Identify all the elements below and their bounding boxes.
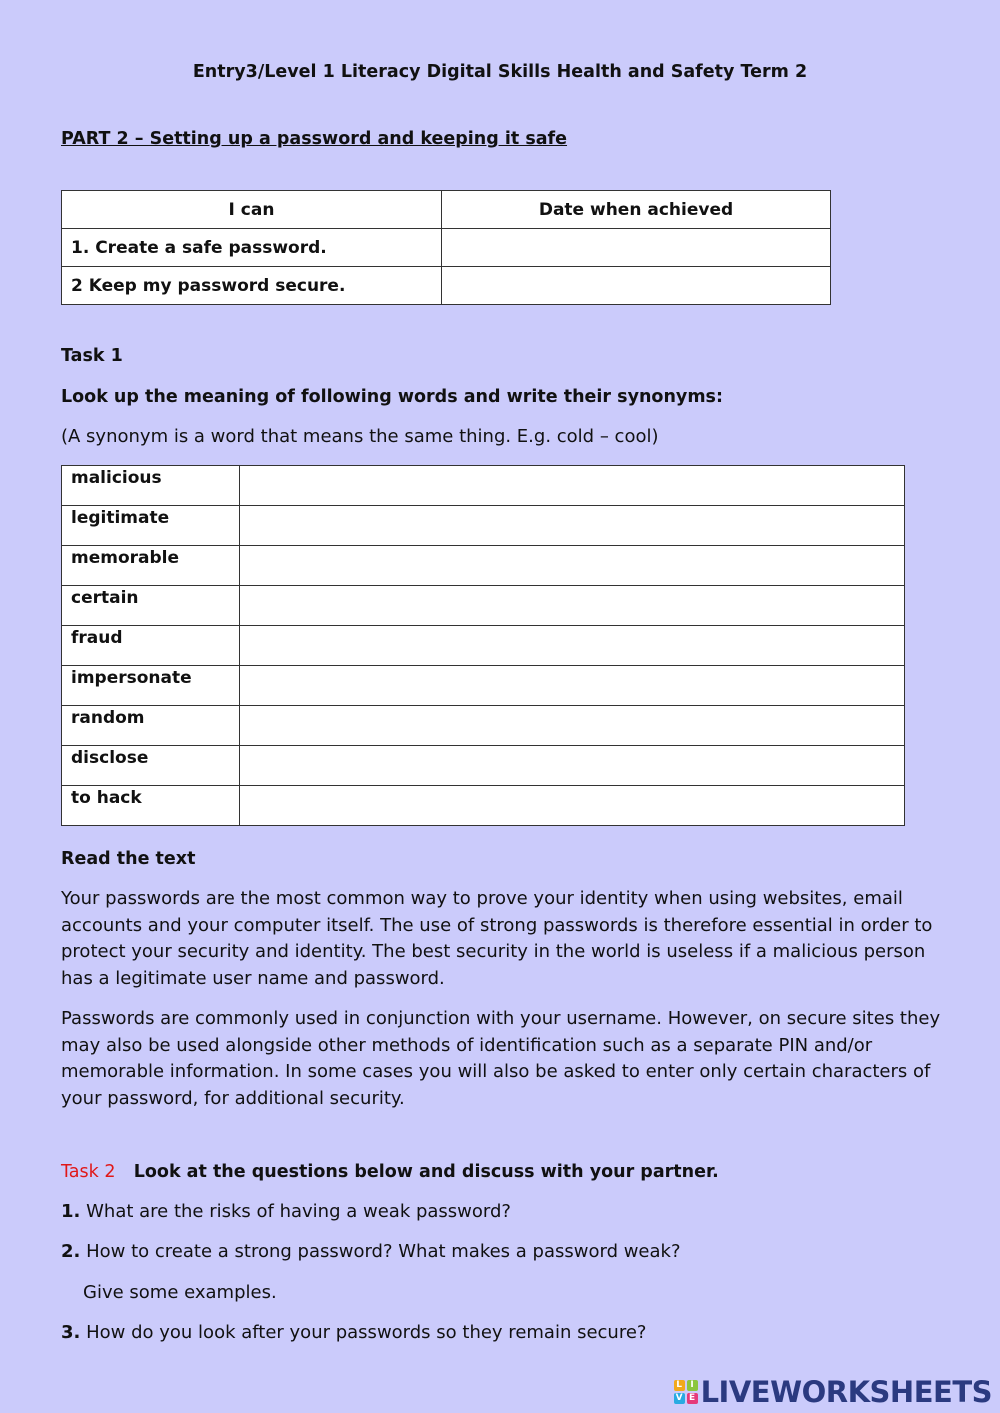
question-item [61, 1320, 646, 1347]
synonym-answer-field[interactable] [240, 506, 905, 546]
task1-instruction: Look up the meaning of following words and write their synonyms: [61, 387, 723, 407]
question-text: What are the risks of having a weak password? [86, 1201, 511, 1222]
synonym-answer-field[interactable] [240, 786, 905, 826]
task2-instruction: Look at the questions below and discuss with your partner. [133, 1162, 719, 1182]
word-cell: certain [62, 586, 240, 626]
table-row [62, 786, 905, 826]
brand-name: LIVEWORKSHEETS [700, 1375, 992, 1409]
word-cell: legitimate [62, 506, 240, 546]
part-heading: PART 2 – Setting up a password and keeping it safe [61, 129, 568, 149]
question-item [61, 1239, 681, 1266]
liveworksheets-logo-icon [674, 1380, 698, 1404]
logo-letter: V [674, 1393, 685, 1404]
goals-table [61, 190, 831, 305]
table-row [62, 706, 905, 746]
date-achieved-field[interactable] [442, 267, 831, 305]
question-item [83, 1280, 277, 1307]
word-cell: disclose [62, 746, 240, 786]
question-text: How do you look after your passwords so they remain secure? [86, 1322, 647, 1343]
logo-letter: L [674, 1380, 685, 1391]
synonym-answer-field[interactable] [240, 666, 905, 706]
table-row [62, 506, 905, 546]
word-cell: fraud [62, 626, 240, 666]
date-achieved-field[interactable] [442, 229, 831, 267]
goal-text: 1. Create a safe password. [62, 229, 442, 267]
question-text: How to create a strong password? What makes a password weak? [86, 1241, 681, 1262]
task2-header [61, 1162, 719, 1182]
table-row [62, 466, 905, 506]
synonym-answer-field[interactable] [240, 586, 905, 626]
question-number: 1. [61, 1201, 81, 1222]
word-cell: to hack [62, 786, 240, 826]
synonym-answer-field[interactable] [240, 546, 905, 586]
synonym-answer-field[interactable] [240, 746, 905, 786]
table-row [62, 267, 831, 305]
question-item [61, 1199, 511, 1226]
word-cell: malicious [62, 466, 240, 506]
logo-letter: I [687, 1380, 698, 1391]
liveworksheets-brand [674, 1374, 992, 1410]
task1-note: (A synonym is a word that means the same thing. E.g. cold – cool) [61, 426, 659, 447]
goals-header-row [62, 191, 831, 229]
task1-label: Task 1 [61, 346, 123, 366]
table-row [62, 626, 905, 666]
reading-paragraph-2: Passwords are commonly used in conjunction with your username. However, on secure sites they may also be used alongside other methods of identification such as a separate PIN and/or memorable information. In some cases you will also be asked to enter only certain characters of your password, for additional security. [61, 1008, 941, 1109]
document-title: Entry3/Level 1 Literacy Digital Skills Health and Safety Term 2 [192, 62, 808, 82]
question-number: 2. [61, 1241, 81, 1262]
goals-header-ican: I can [62, 191, 442, 229]
table-row [62, 746, 905, 786]
synonym-table [61, 465, 905, 826]
goals-header-date: Date when achieved [442, 191, 831, 229]
question-number: 3. [61, 1322, 81, 1343]
goal-text: 2 Keep my password secure. [62, 267, 442, 305]
table-row [62, 666, 905, 706]
synonym-answer-field[interactable] [240, 466, 905, 506]
table-row [62, 546, 905, 586]
synonym-answer-field[interactable] [240, 626, 905, 666]
reading-heading: Read the text [61, 849, 196, 869]
table-row [62, 229, 831, 267]
logo-letter: E [687, 1393, 698, 1404]
word-cell: impersonate [62, 666, 240, 706]
synonym-answer-field[interactable] [240, 706, 905, 746]
task2-label: Task 2 [61, 1162, 116, 1182]
word-cell: random [62, 706, 240, 746]
word-cell: memorable [62, 546, 240, 586]
table-row [62, 586, 905, 626]
question-text: Give some examples. [83, 1282, 277, 1303]
reading-paragraph-1: Your passwords are the most common way to prove your identity when using websites, email accounts and your computer itself. The use of strong passwords is therefore essential in order to protect your security and identity. The best security in the world is useless if a malicious person has a legitimate user name and password. [61, 888, 933, 989]
